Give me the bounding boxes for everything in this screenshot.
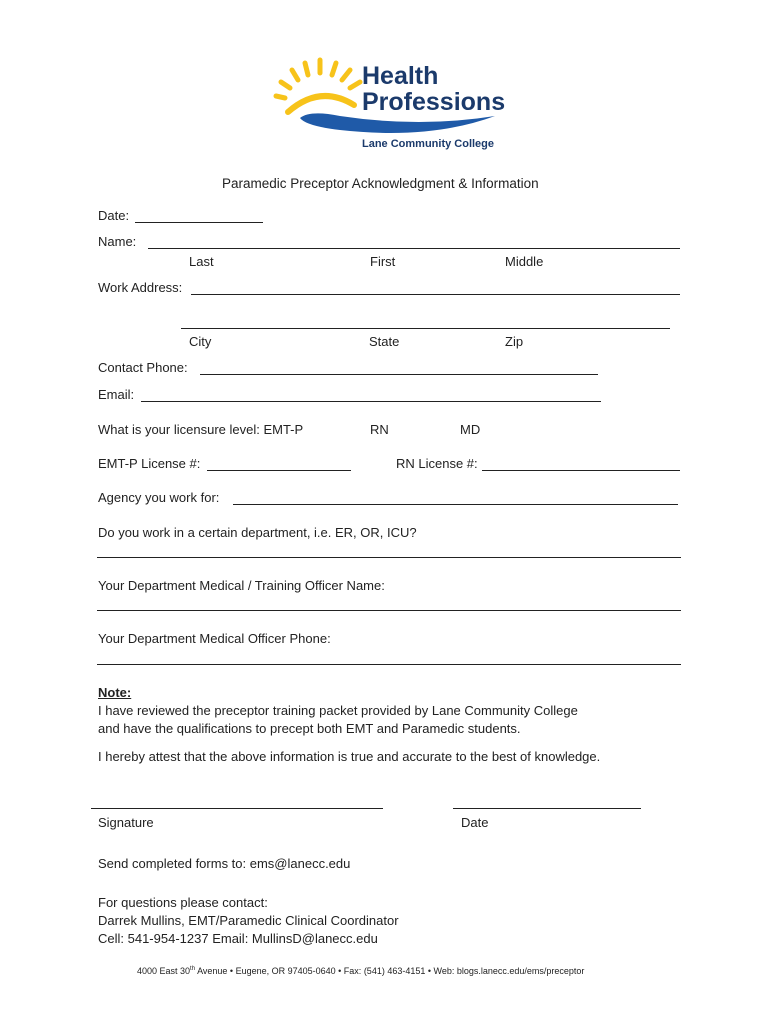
- send-to-text: Send completed forms to: ems@lanecc.edu: [98, 856, 351, 871]
- footer-address: [137, 966, 584, 976]
- attest-text: I hereby attest that the above information is true and accurate to the best of knowledge.: [98, 749, 601, 764]
- work-address-label: Work Address:: [98, 280, 183, 295]
- training-officer-field[interactable]: [97, 610, 681, 611]
- officer-phone-label: Your Department Medical Officer Phone:: [98, 631, 331, 646]
- signature-date-label: Date: [461, 815, 489, 830]
- rn-license-label: RN License #:: [396, 456, 478, 471]
- logo-line1: Health: [362, 62, 439, 90]
- emtp-license-field[interactable]: [207, 470, 351, 471]
- training-officer-label: Your Department Medical / Training Officer Name:: [98, 578, 385, 593]
- licensure-rn-option[interactable]: RN: [370, 422, 389, 437]
- rn-license-field[interactable]: [482, 470, 680, 471]
- zip-label: Zip: [505, 334, 524, 349]
- department-label: Do you work in a certain department, i.e. ER, OR, ICU?: [98, 525, 417, 540]
- contact-name: Darrek Mullins, EMT/Paramedic Clinical Coordinator: [98, 913, 399, 928]
- note-line2: and have the qualifications to precept both EMT and Paramedic students.: [98, 721, 521, 736]
- name-first-label: First: [370, 254, 396, 269]
- signature-label: Signature: [98, 815, 154, 830]
- footer-addr-sup: th: [190, 966, 196, 972]
- contact-heading: For questions please contact:: [98, 895, 268, 910]
- state-label: State: [369, 334, 400, 349]
- emtp-license-label: EMT-P License #:: [98, 456, 201, 471]
- date-label: Date:: [98, 208, 130, 223]
- logo-line2: Professions: [362, 88, 506, 116]
- contact-cell-email: Cell: 541-954-1237 Email: MullinsD@lanecc.edu: [98, 931, 378, 946]
- contact-phone-field[interactable]: [200, 374, 598, 375]
- name-field[interactable]: [148, 248, 680, 249]
- licensure-level-label[interactable]: What is your licensure level: EMT-P: [98, 422, 304, 437]
- licensure-md-option[interactable]: MD: [460, 422, 481, 437]
- footer-addr-b: Avenue • Eugene, OR 97405-0640 • Fax: (541) 463-4151 • Web: blogs.lanecc.edu/ems/preceptor: [195, 966, 585, 976]
- logo-subtitle: Lane Community College: [362, 138, 495, 150]
- signature-field[interactable]: [91, 808, 383, 809]
- agency-field[interactable]: [233, 504, 678, 505]
- department-field[interactable]: [97, 557, 681, 558]
- email-label: Email:: [98, 387, 135, 402]
- email-field[interactable]: [141, 401, 601, 402]
- agency-label: Agency you work for:: [98, 490, 220, 505]
- officer-phone-field[interactable]: [97, 664, 681, 665]
- name-last-label: Last: [189, 254, 214, 269]
- note-title: Note:: [98, 685, 132, 700]
- name-middle-label: Middle: [505, 254, 544, 269]
- work-address-field[interactable]: [191, 294, 680, 295]
- work-address-line2-field[interactable]: [181, 328, 670, 329]
- city-label: City: [189, 334, 212, 349]
- name-label: Name:: [98, 234, 137, 249]
- form-title: Paramedic Preceptor Acknowledgment & Information: [222, 176, 539, 191]
- health-professions-logo: [270, 50, 510, 155]
- signature-date-field[interactable]: [453, 808, 641, 809]
- footer-addr-a: 4000 East 30: [137, 966, 191, 976]
- note-line1: I have reviewed the preceptor training packet provided by Lane Community College: [98, 703, 578, 718]
- date-field[interactable]: [135, 222, 263, 223]
- sun-swoosh-logo-icon: [270, 50, 510, 155]
- contact-phone-label: Contact Phone:: [98, 360, 188, 375]
